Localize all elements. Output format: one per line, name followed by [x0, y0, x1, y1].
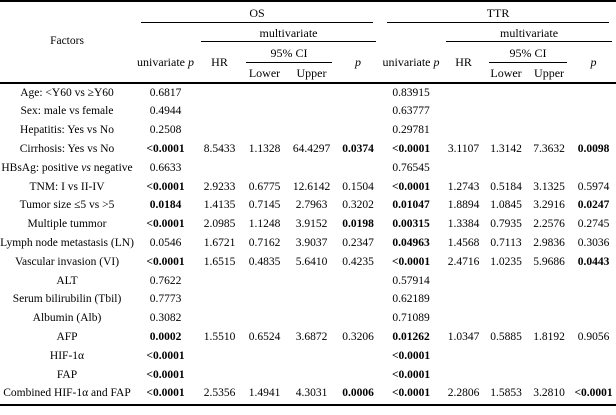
ttr-hr-cell: 1.0347: [447, 331, 480, 343]
ttr-ci-lower-cell: 0.5184: [490, 180, 522, 193]
header-ttr-group: TTR: [380, 1, 616, 23]
ttr-ci-upper-cell: [527, 122, 571, 141]
header-ttr-ci: 95% CI: [485, 42, 571, 63]
os-ci-lower-cell: 0.4835: [248, 255, 281, 268]
table-row: [0, 385, 616, 405]
os-ci-upper-cell: [287, 122, 336, 141]
ttr-ci-upper-cell: [527, 83, 571, 103]
ttr-ci-upper-cell: 7.3632: [533, 143, 565, 156]
os-p-cell: [336, 347, 380, 366]
os-ci-upper-cell: [287, 83, 336, 103]
os-p-cell: 0.2347: [342, 237, 374, 250]
table-row: [0, 178, 616, 197]
header-os-ci-upper: Upper: [296, 65, 327, 80]
ttr-hr-cell: [442, 366, 485, 385]
ttr-ci-lower-cell: 0.7113: [490, 237, 522, 250]
ttr-ci-lower-cell: 1.5853: [490, 387, 522, 400]
ttr-p-cell: [571, 272, 616, 291]
ttr-univariate-p-cell: <0.0001: [391, 368, 431, 381]
os-ci-upper-cell: 5.6410: [295, 255, 328, 268]
ttr-ci-upper-cell: [527, 272, 571, 291]
os-ci-lower-cell: [242, 159, 287, 178]
os-univariate-p-cell: <0.0001: [146, 349, 185, 362]
ttr-ci-lower-cell: [485, 366, 527, 385]
table-row: [0, 122, 616, 141]
os-ci-lower-cell: [242, 366, 287, 385]
os-ci-lower-cell: 0.7145: [248, 199, 281, 212]
ttr-ci-lower-cell: [485, 122, 527, 141]
ttr-univariate-p-cell: 0.76545: [392, 161, 430, 174]
os-ci-lower-cell: [242, 103, 287, 122]
ttr-hr-cell: [442, 310, 485, 329]
factor-cell: Age: <Y60 vs ≥Y60: [20, 86, 114, 99]
os-univariate-p-cell: 0.6633: [149, 161, 182, 174]
ttr-ci-lower-cell: 0.5885: [490, 331, 522, 343]
factor-cell: ALT: [56, 274, 78, 287]
os-ci-upper-cell: 3.9037: [295, 237, 328, 250]
table-row: [0, 103, 616, 122]
table-row: [0, 159, 616, 178]
factor-cell: Hepatitis: Yes vs No: [20, 124, 114, 137]
os-ci-upper-cell: 4.3031: [295, 387, 328, 400]
os-hr-cell: [197, 366, 242, 385]
ttr-univariate-p-cell: 0.62189: [392, 293, 430, 306]
header-ttr-hr: HR: [455, 55, 472, 69]
os-ci-lower-cell: 0.7162: [248, 237, 281, 250]
os-p-cell: [336, 83, 380, 103]
ttr-p-cell: [571, 83, 616, 103]
factor-cell: Albumin (Alb): [32, 312, 102, 325]
header-os-univariate-spacer: [134, 23, 197, 42]
header-ttr-multivariate: multivariate: [442, 23, 616, 42]
os-ci-lower-cell: [242, 310, 287, 329]
os-univariate-p-cell: 0.0546: [149, 237, 182, 250]
os-p-cell: 0.0198: [342, 218, 374, 231]
os-hr-cell: [197, 83, 242, 103]
os-p-cell: [336, 159, 380, 178]
ttr-hr-cell: [442, 347, 485, 366]
ttr-p-cell: 0.9056: [577, 331, 610, 343]
header-ttr-ci-lower: Lower: [490, 65, 522, 80]
os-univariate-p-cell: 0.4944: [149, 105, 182, 118]
os-univariate-p-cell: <0.0001: [146, 387, 185, 400]
factor-cell: Lymph node metastasis (LN): [0, 237, 134, 250]
os-ci-lower-cell: 0.6524: [248, 331, 281, 343]
ttr-p-cell: [571, 103, 616, 122]
factor-cell: Cirrhosis: Yes vs No: [19, 143, 115, 156]
os-hr-cell: [197, 347, 242, 366]
ttr-ci-lower-cell: 1.0235: [490, 255, 522, 268]
ttr-univariate-p-cell: 0.01047: [392, 199, 430, 212]
os-hr-cell: [197, 310, 242, 329]
os-p-cell: [336, 272, 380, 291]
ttr-p-cell: 0.5974: [577, 180, 610, 193]
os-p-cell: 0.3206: [342, 331, 374, 343]
os-hr-cell: [197, 159, 242, 178]
ttr-ci-upper-cell: [527, 347, 571, 366]
header-ttr-univariate-p: [380, 42, 442, 83]
os-p-cell: [336, 103, 380, 122]
os-p-cell: [336, 310, 380, 329]
ttr-hr-cell: 2.4716: [447, 255, 480, 268]
ttr-p-cell: [571, 310, 616, 329]
os-ci-upper-cell: 12.6142: [292, 180, 331, 193]
os-ci-upper-cell: 64.4297: [292, 143, 331, 156]
table-row: [0, 216, 616, 235]
os-ci-upper-cell: [287, 159, 336, 178]
header-os-p: p: [355, 55, 362, 69]
os-ci-upper-cell: 3.6872: [295, 331, 328, 343]
table-row: [0, 83, 616, 103]
ttr-univariate-p-cell: <0.0001: [391, 349, 431, 362]
factor-cell: FAP: [56, 368, 78, 381]
ttr-univariate-p-cell: 0.29781: [392, 124, 430, 137]
ttr-p-cell: 0.0247: [577, 199, 610, 212]
os-p-cell: [336, 122, 380, 141]
univariate-label: univariate: [382, 55, 431, 69]
os-ci-lower-cell: [242, 122, 287, 141]
p-label: p: [433, 55, 440, 69]
ttr-ci-lower-cell: [485, 310, 527, 329]
os-ci-upper-cell: [287, 366, 336, 385]
ttr-hr-cell: 3.1107: [447, 143, 480, 156]
ttr-ci-upper-cell: 3.1325: [533, 180, 565, 193]
ttr-p-cell: [571, 366, 616, 385]
ttr-p-cell: 0.0098: [577, 143, 610, 156]
os-ci-lower-cell: 0.6775: [248, 180, 281, 193]
os-univariate-p-cell: 0.6817: [149, 86, 182, 99]
univariate-label: univariate: [137, 55, 185, 69]
os-p-cell: [336, 366, 380, 385]
table-row: [0, 253, 616, 272]
ttr-p-cell: [571, 347, 616, 366]
ttr-hr-cell: [442, 159, 485, 178]
os-univariate-p-cell: 0.0184: [149, 199, 182, 212]
os-hr-cell: 1.6515: [203, 255, 236, 268]
ttr-hr-cell: [442, 122, 485, 141]
ttr-hr-cell: [442, 103, 485, 122]
ttr-univariate-p-cell: 0.57914: [392, 274, 430, 287]
os-ci-upper-cell: [287, 310, 336, 329]
table-header: [0, 1, 616, 83]
os-univariate-p-cell: 0.2508: [149, 124, 182, 137]
ttr-ci-lower-cell: 1.0845: [490, 199, 522, 212]
ttr-ci-upper-cell: 3.2916: [533, 199, 565, 212]
os-p-cell: 0.1504: [342, 180, 374, 193]
os-ci-lower-cell: 1.4941: [248, 387, 281, 400]
factor-cell: TNM: I vs II-IV: [29, 180, 105, 193]
os-univariate-p-cell: 0.3082: [149, 312, 182, 325]
header-factors: Factors: [50, 35, 84, 48]
ttr-univariate-p-cell: <0.0001: [391, 387, 431, 400]
os-hr-cell: 1.6721: [203, 237, 236, 250]
header-ttr-univariate-spacer: [380, 23, 442, 42]
ttr-ci-lower-cell: [485, 83, 527, 103]
os-univariate-p-cell: <0.0001: [146, 368, 185, 381]
os-ci-lower-cell: [242, 83, 287, 103]
os-hr-cell: 1.4135: [203, 199, 236, 212]
header-os-multivariate: multivariate: [197, 23, 380, 42]
os-univariate-p-cell: 0.7622: [149, 274, 182, 287]
os-hr-cell: 2.0985: [203, 218, 236, 231]
ttr-p-cell: 0.3036: [577, 237, 610, 250]
ttr-hr-cell: [442, 83, 485, 103]
ttr-univariate-p-cell: <0.0001: [391, 180, 431, 193]
ttr-ci-lower-cell: 1.3142: [490, 143, 522, 156]
os-hr-cell: 2.9233: [203, 180, 236, 193]
table-row: [0, 310, 616, 329]
os-hr-cell: [197, 291, 242, 310]
os-ci-lower-cell: 1.1248: [248, 218, 281, 231]
ttr-univariate-p-cell: 0.71089: [392, 312, 430, 325]
factor-cell: HBsAg: positive vs negative: [1, 161, 133, 174]
os-ci-upper-cell: 2.7963: [295, 199, 328, 212]
os-ci-lower-cell: [242, 291, 287, 310]
ttr-ci-upper-cell: 2.9836: [533, 237, 565, 250]
ttr-univariate-p-cell: <0.0001: [391, 255, 431, 268]
ttr-ci-upper-cell: 5.9686: [533, 255, 565, 268]
header-os-ci: 95% CI: [242, 42, 336, 63]
ttr-ci-lower-cell: [485, 159, 527, 178]
ttr-hr-cell: 1.2743: [447, 180, 480, 193]
os-univariate-p-cell: <0.0001: [146, 255, 185, 268]
factor-cell: Tumor size ≤5 vs >5: [19, 199, 115, 212]
ttr-univariate-p-cell: 0.00315: [392, 218, 430, 231]
ttr-hr-cell: 1.3384: [447, 218, 480, 231]
ttr-ci-lower-cell: [485, 347, 527, 366]
os-p-cell: 0.0006: [342, 387, 374, 400]
table-body: [0, 83, 616, 405]
table-row: [0, 140, 616, 159]
os-p-cell: 0.4235: [342, 255, 374, 268]
table-row: [0, 272, 616, 291]
header-os-ci-lower: Lower: [248, 65, 281, 80]
ttr-p-cell: [571, 122, 616, 141]
os-univariate-p-cell: <0.0001: [146, 143, 185, 156]
ttr-p-cell: 0.2745: [577, 218, 610, 231]
os-ci-lower-cell: 1.1328: [248, 143, 281, 156]
ttr-hr-cell: [442, 272, 485, 291]
os-hr-cell: [197, 122, 242, 141]
ttr-univariate-p-cell: 0.04963: [392, 237, 430, 250]
factor-cell: Serum bilirubilin (Tbil): [12, 293, 122, 306]
os-univariate-p-cell: 0.0002: [149, 331, 182, 343]
ttr-p-cell: [571, 291, 616, 310]
table-row: [0, 234, 616, 253]
table-row: [0, 197, 616, 216]
ttr-ci-upper-cell: [527, 103, 571, 122]
factor-cell: Multiple tummor: [27, 218, 107, 231]
os-ci-upper-cell: [287, 291, 336, 310]
os-hr-cell: 1.5510: [203, 331, 236, 343]
ttr-hr-cell: 1.4568: [447, 237, 480, 250]
os-ci-upper-cell: 3.9152: [295, 218, 328, 231]
header-ttr-p: p: [590, 55, 597, 69]
os-ci-upper-cell: [287, 347, 336, 366]
ttr-univariate-p-cell: 0.01262: [392, 331, 430, 343]
table-row: [0, 291, 616, 310]
table-row: [0, 328, 616, 347]
ttr-p-cell: <0.0001: [574, 387, 613, 400]
ttr-p-cell: 0.0443: [577, 255, 610, 268]
ttr-hr-cell: [442, 291, 485, 310]
ttr-ci-upper-cell: [527, 159, 571, 178]
ttr-hr-cell: 2.2806: [447, 387, 480, 400]
table-row: [0, 347, 616, 366]
header-os-hr: HR: [211, 55, 228, 69]
factor-cell: Vascular invasion (VI): [14, 255, 120, 268]
ttr-ci-lower-cell: [485, 291, 527, 310]
factor-cell: Sex: male vs female: [20, 105, 114, 118]
header-os-univariate-p: [134, 42, 197, 83]
os-ci-upper-cell: [287, 272, 336, 291]
ttr-ci-lower-cell: 0.7935: [490, 218, 522, 231]
ttr-ci-lower-cell: [485, 103, 527, 122]
factor-cell: Combined HIF-1α and FAP: [3, 387, 131, 400]
header-os-group: OS: [134, 1, 380, 23]
os-ci-upper-cell: [287, 103, 336, 122]
os-p-cell: 0.3202: [342, 199, 374, 212]
os-univariate-p-cell: 0.7773: [149, 293, 182, 306]
os-hr-cell: 8.5433: [203, 143, 236, 156]
os-hr-cell: 2.5356: [203, 387, 236, 400]
ttr-ci-upper-cell: 3.2810: [533, 387, 565, 400]
ttr-ci-upper-cell: [527, 291, 571, 310]
ttr-univariate-p-cell: 0.63777: [392, 105, 430, 118]
p-label: p: [187, 55, 194, 69]
os-p-cell: 0.0374: [342, 143, 374, 156]
factor-cell: AFP: [56, 331, 78, 343]
table-row: [0, 366, 616, 385]
ttr-univariate-p-cell: <0.0001: [391, 143, 431, 156]
ttr-univariate-p-cell: 0.83915: [392, 86, 430, 99]
factor-cell: HIF-1α: [49, 349, 85, 362]
ttr-ci-upper-cell: 2.2576: [533, 218, 565, 231]
os-ci-lower-cell: [242, 347, 287, 366]
header-ttr-ci-upper: Upper: [534, 65, 565, 80]
ttr-hr-cell: 1.8894: [447, 199, 480, 212]
ttr-ci-upper-cell: 1.8192: [533, 331, 565, 343]
ttr-ci-lower-cell: [485, 272, 527, 291]
os-univariate-p-cell: <0.0001: [146, 218, 185, 231]
os-hr-cell: [197, 103, 242, 122]
ttr-ci-upper-cell: [527, 310, 571, 329]
os-p-cell: [336, 291, 380, 310]
os-univariate-p-cell: <0.0001: [146, 180, 185, 193]
ttr-p-cell: [571, 159, 616, 178]
os-ci-lower-cell: [242, 272, 287, 291]
ttr-ci-upper-cell: [527, 366, 571, 385]
os-hr-cell: [197, 272, 242, 291]
